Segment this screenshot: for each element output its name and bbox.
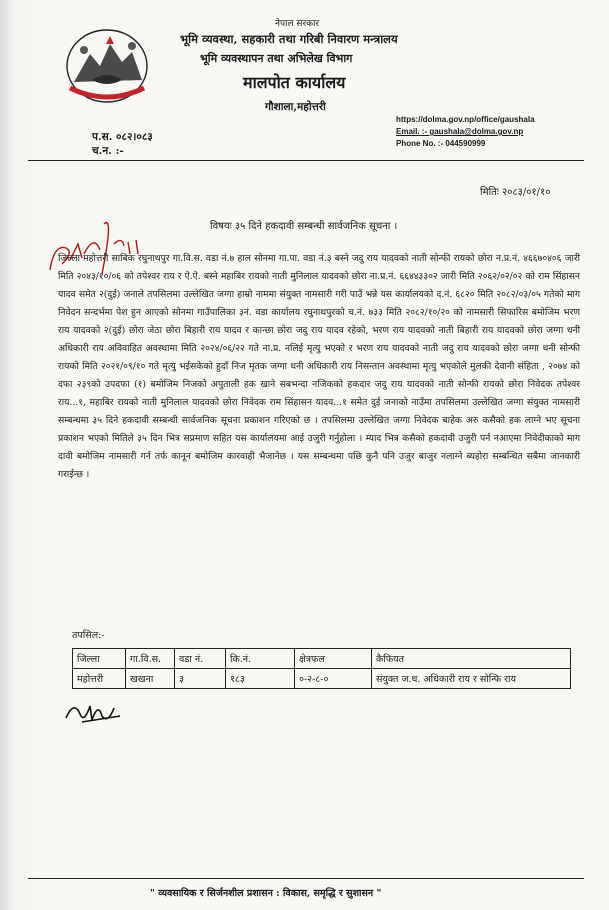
cell-plot: १८३ (226, 669, 295, 689)
cell-area: ०-२-८-० (295, 669, 372, 689)
land-details-table (72, 648, 571, 689)
reference-number: प.स. ०८२।०८३ (92, 131, 153, 143)
col-header-plot: कि.नं. (226, 649, 295, 669)
contact-block (396, 114, 535, 150)
website-link[interactable]: https://dolma.gov.np/office/gaushala (396, 115, 535, 124)
notice-date: मितिः २०८३/०१/१० (480, 187, 551, 198)
signature-icon (62, 694, 126, 728)
notice-subject: विषयः ३५ दिने हकदावी सम्बन्धी सार्वजनिक सूचना । (210, 221, 398, 232)
col-header-area: क्षेत्रफल (295, 649, 372, 669)
table-header-row (73, 649, 571, 669)
notice-body: जिल्ला महोत्तरी साबिक रघुनाथपुर गा.वि.स. वडा नं.७ हाल सोनमा गा.पा. वडा नं.३ बस्ने जदु राय यादवको नाती सोन्फी रायको छोरा न.प्र.नं. ४६६७०४०६ जारी मिति २०४३/१०/०६ को तपेश्वर राय र ऐ.ऐ. बस्ने महाबिर रायको नाती मुनिलाल यादवको छोरा ना.प्र.नं. ६६४४३३०२ जारी मिति २०६२/०२/०२ को राम सिंहासन यादव समेत २(दुई) जनाले तपसिलमा उल्लेखित जग्गा हाम्रो नाममा संयुक्त नामसारी गरी पाउँ भन्ने यस कार्यालयको द.नं. ६८२० मिति २०८२/०३/०५ गतेको माग निवेदन सन्दर्भमा पेश हुन आएको सोनमा गाउँपालिका ३नं. वडा कार्यालय रघुनाथपुरको च.नं. ७३३ मिति २०८२/१०/२० को नामसारी सिफारिस बमोजिम भरण राय यादवको २(दुई) छोरा जेठा छोरा बिहारी राय यादव र कान्छा छोरा जदु राय यादव रहेको, भरण राय यादवको नाती बिहारी राय यादवको छोरा जग्गा धनी अधिकारी राय अविवाहित अवस्थामा मिति २०२४/०६/२२ गते ना.प्र. नलिई मृत्यु भएको र भरण राय यादवको नाती जदु राय यादवको छोरा जग्गा धनी सोन्फी रायको मिति २०२१/०९/१० गते मृत्यु भईसकेको हुदाँ निज मृतक जग्गा धनी अधिकारी राय निसन्तान अवस्थामा मृत्यु भएकोले मुलकी देवानी संहिता , २०७४ को दफा २३९को उपदफा (१) बमोजिम निजको अपुतालीे हक खाने सबभन्दा नजिकको हकदार जदु राय यादवको नाती सोन्फी रायको छोरा निवेदक तपेश्वर राय...१, महाबिर रायको नाती मुनिलाल यादवको छोरा निवेदक राम सिंहासन यादव...१ समेत दुई जनाको नाउँमा तपसिलमा उल्लेखित जग्गा संयुक्त नामसारी सम्बन्धमा ३५ दिने हकदावी सम्बन्धी सार्वजनिक सूचना प्रकाशन गरिएको छ । तपसिलमा उल्लेखित जग्गा निवेदक बाहेक अरु कसैको हक लाग्ने भए सूचना प्रकाशन भएको मितिले ३५ दिन भित्र सप्रमाण सहित यस कार्यालयमा आई उजुरी गर्नुहोला । म्याद भित्र कसैको हकदावी उजुरी पर्न नआएमा निवेदीकाको माग दावी बमोजिम नामसारी गर्न तर्फ कानून बमोजिम कारवाही भैजानेछ । यस सम्बन्धमा पछि कुनै पनि उजुर बाजुर नलाग्ने ब्यहोरा सम्बन्धित सबैमा जानकारी गराईन्छ । (58, 253, 580, 480)
office-location: गौशाला,महोत्तरी (265, 101, 326, 113)
ministry-name: भूमि व्यवस्था, सहकारी तथा गरिबी निवारण मन्त्रालय (180, 32, 398, 46)
nepal-emblem-icon (62, 22, 152, 106)
reference-block (92, 130, 153, 158)
col-header-vdc: गा.वि.स. (126, 649, 175, 669)
govt-label: नेपाल सरकार (275, 19, 320, 29)
department-name: भूमि व्यवस्थापन तथा अभिलेख विभाग (200, 52, 353, 65)
cell-district: महोत्तरी (73, 669, 126, 689)
col-header-district: जिल्ला (73, 649, 126, 669)
cell-vdc: खखना (126, 669, 175, 689)
col-header-ward: वडा नं. (175, 649, 226, 669)
office-name: मालपोत कार्यालय (243, 73, 346, 92)
tapsil-label: तपसिल:- (72, 630, 105, 641)
header-divider (28, 160, 584, 161)
footer-slogan: " व्यवसायिक र सिर्जनशील प्रशासन : विकास, समृद्धि र सुशासन " (150, 888, 382, 899)
col-header-remarks: कैफियत (372, 649, 571, 669)
email-link[interactable]: Email. :- gaushala@dolma.gov.np (396, 127, 524, 136)
table-row (73, 669, 571, 689)
cell-remarks: संयुक्त ज.ध. अधिकारी राय र सोन्फि राय (372, 669, 571, 689)
footer-divider (28, 878, 584, 879)
dispatch-number: च.न. :- (92, 145, 124, 157)
cell-ward: ३ (175, 669, 226, 689)
phone-number: Phone No. :- 044590999 (396, 139, 486, 148)
